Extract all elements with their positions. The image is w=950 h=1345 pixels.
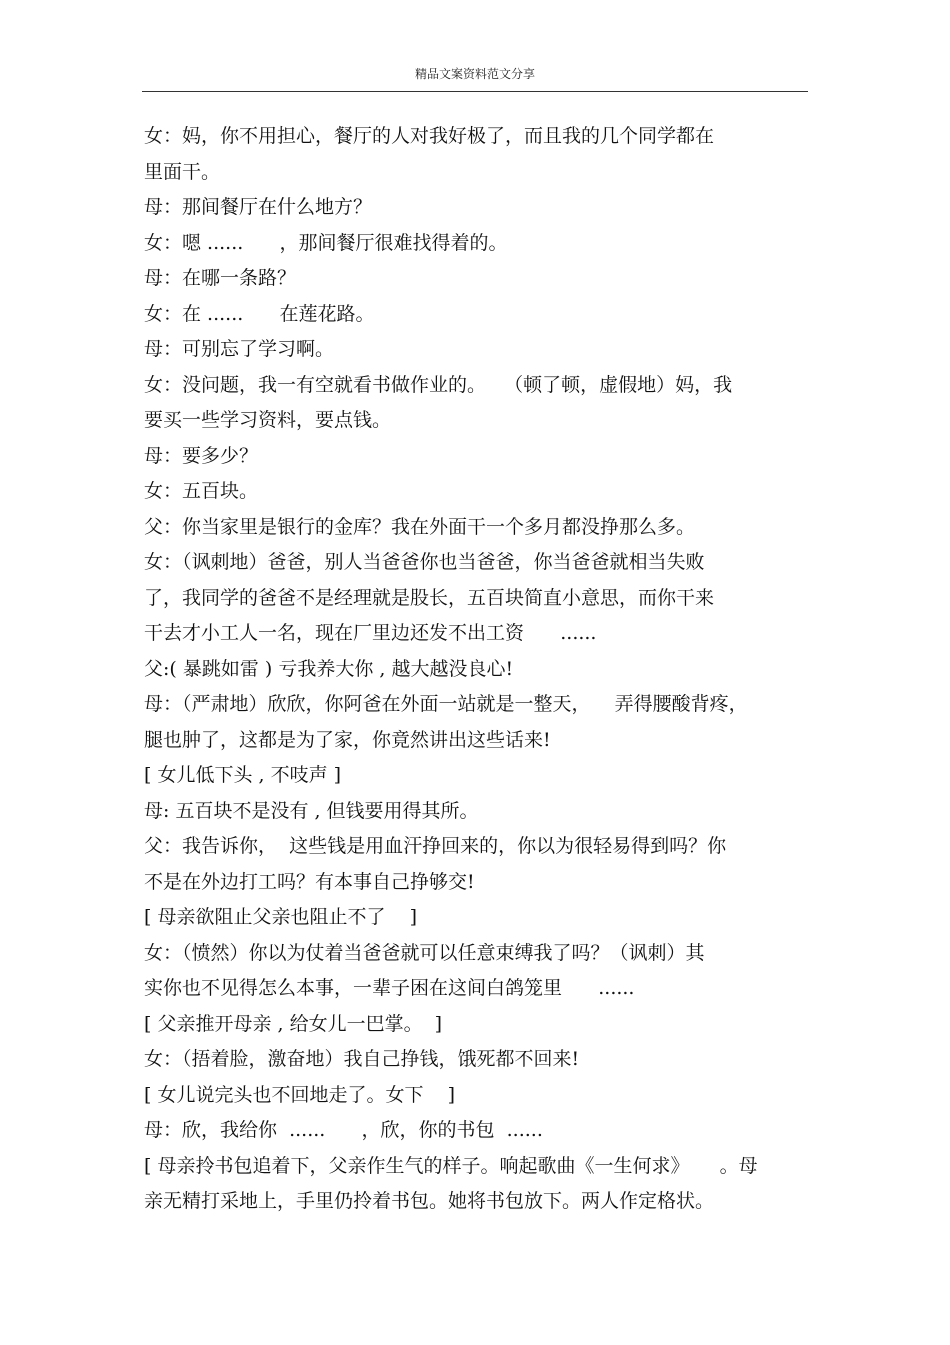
script-line: 亲无精打采地上，手里仍拎着书包。她将书包放下。两人作定格状。 [144,1190,715,1212]
script-line: 母：可别忘了学习啊。 [144,338,335,360]
script-line: 女：（讽刺地）爸爸，别人当爸爸你也当爸爸，你当爸爸就相当失败 [144,551,705,573]
stage-direction: [ 父亲推开母亲 , 给女儿一巴掌。 ] [144,1012,443,1035]
script-line: 女：妈，你不用担心，餐厅的人对我好极了，而且我的几个同学都在 [144,125,715,147]
script-line: 女：（愤然）你以为仗着当爸爸就可以任意束缚我了吗？（讽刺）其 [144,941,705,964]
script-line: 母：（严肃地）欣欣，你阿爸在外面一站就是一整天， 弄得腰酸背疼， [144,693,748,715]
script-line: 不是在外边打工吗？有本事自己挣够交! [144,870,475,893]
script-line: 母：要多少？ [144,444,259,467]
stage-direction: [ 女儿低下头 , 不吱声 ] [144,764,342,786]
stage-direction: [ 女儿说完头也不回地走了。女下 ] [144,1083,456,1106]
script-line: 干去才小工人一名，现在厂里边还发不出工资 ...... [144,622,597,644]
script-line: 女：嗯 ...... ，那间餐厅很难找得着的。 [144,231,508,254]
stage-direction: [ 母亲欲阻止父亲也阻止不了 ] [144,906,418,928]
script-line: 母: 五百块不是没有 , 但钱要用得其所。 [144,799,479,822]
script-line: 要买一些学习资料，要点钱。 [144,409,392,431]
script-line: 了，我同学的爸爸不是经理就是股长，五百块简直小意思，而你干来 [144,586,715,609]
page-header: 精品文案资料范文分享 [414,67,535,81]
script-line: 女：五百块。 [144,480,259,502]
stage-direction: [ 母亲拎书包追着下，父亲作生气的样子。响起歌曲《一生何求》 。母 [144,1154,758,1177]
script-line: 实你也不见得怎么本事，一辈子困在这间白鸽笼里 ...... [144,977,635,999]
document-body [144,119,814,1220]
script-line: 女：没问题，我一有空就看书做作业的。 （顿了顿，虚假地）妈，我 [144,373,733,396]
script-line: 母：欣，我给你 ...... ，欣，你的书包 ...... [144,1119,543,1141]
script-line: 父：我告诉你， 这些钱是用血汗挣回来的，你以为很轻易得到吗？你 [144,835,727,857]
script-line: 腿也肿了，这都是为了家，你竟然讲出这些话来! [144,728,551,751]
script-line: 母：那间餐厅在什么地方？ [144,196,373,218]
script-line: 女：（捂着脸，激奋地）我自己挣钱，饿死都不回来! [144,1048,580,1070]
script-line: 父：你当家里是银行的金库？我在外面干一个多月都没挣那么多。 [144,515,696,538]
script-line: 里面干。 [144,160,221,183]
script-line: 女：在 ...... 在莲花路。 [144,302,375,325]
script-line: 父:( 暴跳如雷 ) 亏我养大你 , 越大越没良心! [144,657,514,680]
header-rule [142,91,808,92]
script-line: 母：在哪一条路？ [144,267,297,289]
